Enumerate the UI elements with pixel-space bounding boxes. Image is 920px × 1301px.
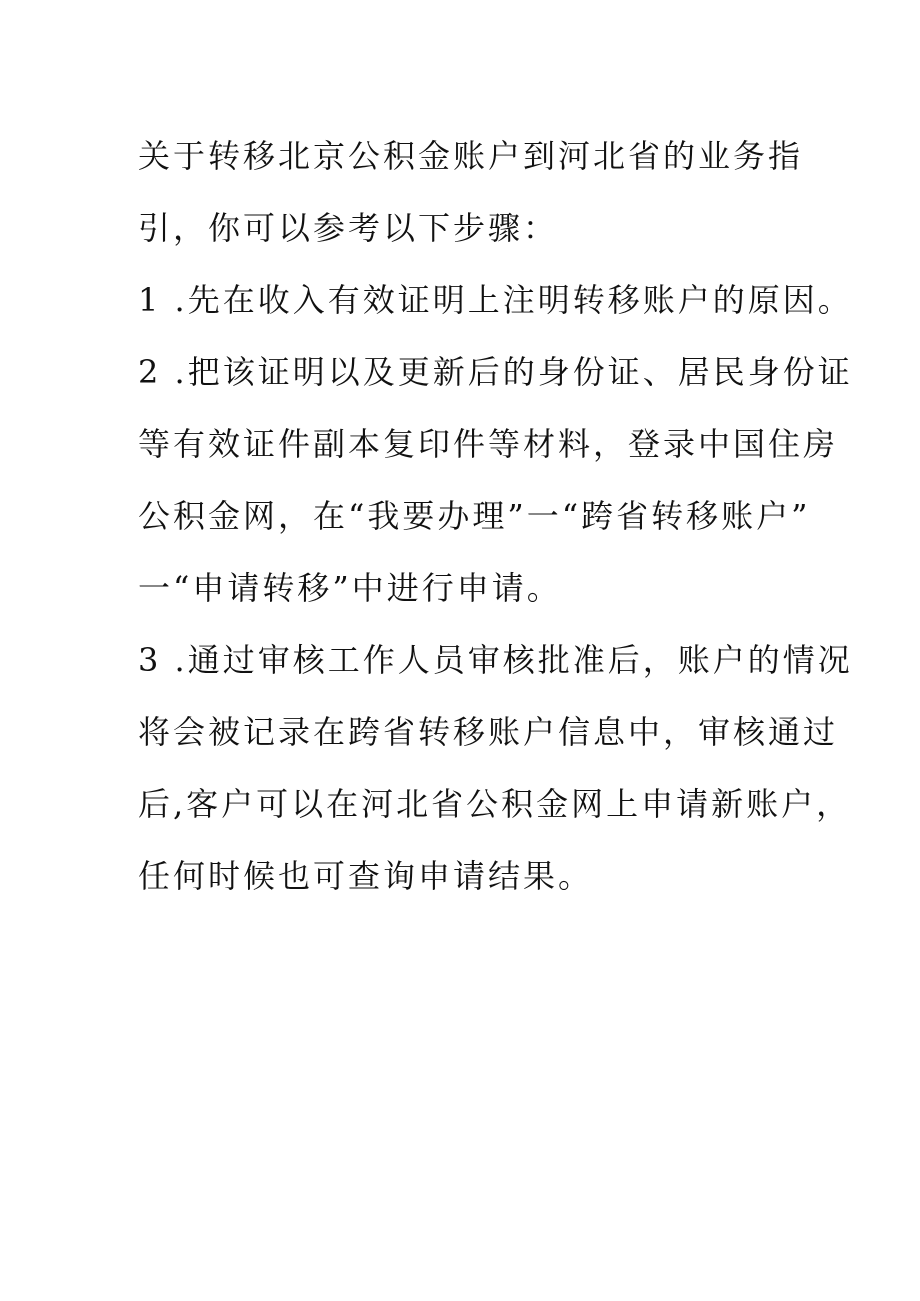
step-2-line-1: 2 .把该证明以及更新后的身份证、居民身份证 [138, 353, 853, 391]
step-2-line-2: 等有效证件副本复印件等材料，登录中国住房 [138, 425, 839, 463]
step-3-line-1: 3 .通过审核工作人员审核批准后，账户的情况 [138, 641, 853, 679]
step-2-line-4: 一“申请转移”中进行申请。 [138, 569, 562, 607]
intro-line-1: 关于转移北京公积金账户到河北省的业务指 [138, 137, 804, 175]
step-3-line-3: 后,客户可以在河北省公积金网上申请新账户， [138, 785, 852, 823]
step-1-line: 1 .先在收入有效证明上注明转移账户的原因。 [138, 281, 853, 319]
intro-line-2: 引，你可以参考以下步骤： [138, 209, 559, 247]
step-3-line-4: 任何时候也可查询申请结果。 [138, 857, 594, 895]
step-2-line-3: 公积金网，在“我要办理”一“跨省转移账户” [138, 497, 811, 535]
document-body [138, 132, 853, 924]
step-3-line-2: 将会被记录在跨省转移账户信息中，审核通过 [138, 713, 839, 751]
